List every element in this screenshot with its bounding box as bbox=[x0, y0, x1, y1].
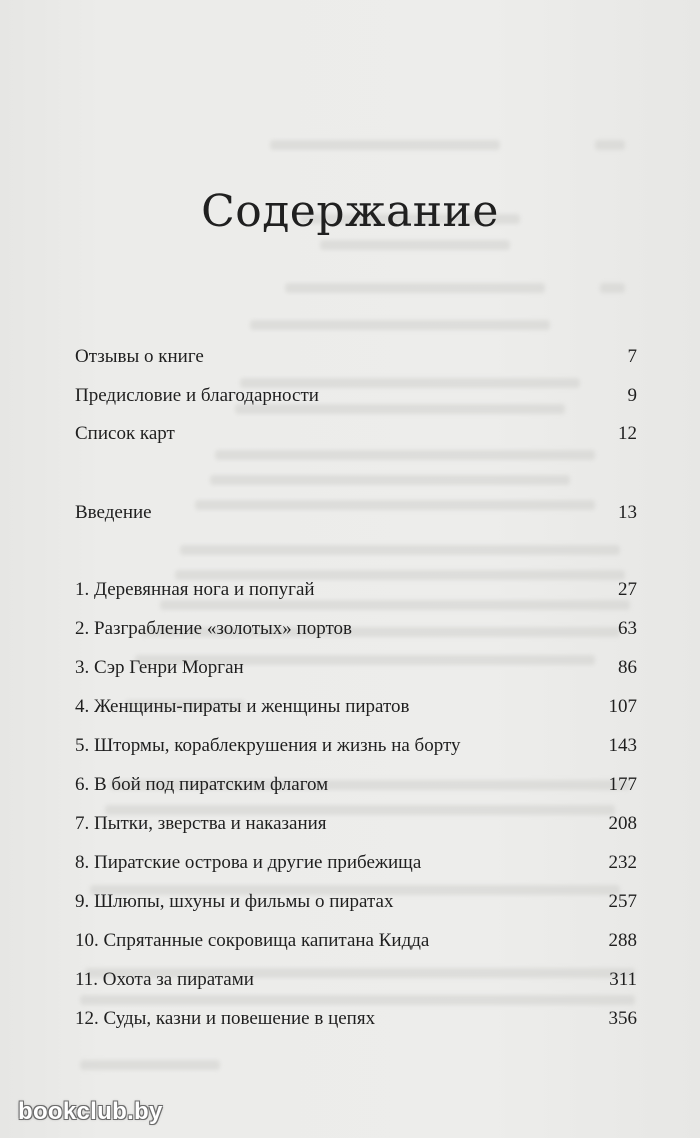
toc-entry-page: 356 bbox=[608, 1008, 637, 1029]
toc-entry-title: 6. В бой под пиратским флагом bbox=[75, 774, 329, 795]
toc-entry-page: 9 bbox=[627, 385, 637, 406]
toc-entry bbox=[75, 577, 637, 603]
toc-entry-page: 208 bbox=[608, 813, 637, 834]
toc-entry bbox=[75, 616, 637, 642]
toc-entry bbox=[75, 694, 637, 720]
toc-entry bbox=[75, 733, 637, 759]
toc-entry-title: Предисловие и благодарности bbox=[75, 385, 319, 406]
toc-entry-title: Список карт bbox=[75, 423, 175, 444]
toc-entry-title: 8. Пиратские острова и другие прибежища bbox=[75, 852, 422, 873]
toc-entry-title: Отзывы о книге bbox=[75, 346, 204, 367]
toc-entry-page: 13 bbox=[618, 502, 637, 523]
toc-entry-page: 63 bbox=[618, 618, 637, 639]
toc-entry bbox=[75, 928, 637, 954]
page-title: Содержание bbox=[201, 186, 499, 237]
toc-entry-page: 12 bbox=[618, 423, 637, 444]
toc-entry bbox=[75, 421, 637, 447]
toc-entry bbox=[75, 889, 637, 915]
toc-entry-page: 107 bbox=[608, 696, 637, 717]
toc-entry bbox=[75, 344, 637, 370]
toc-entry-title: 10. Спрятанные сокровища капитана Кидда bbox=[75, 930, 430, 951]
toc-entry-title: 1. Деревянная нога и попугай bbox=[75, 579, 315, 600]
toc-entry-page: 257 bbox=[608, 891, 637, 912]
toc-entry-title: 2. Разграбление «золотых» портов bbox=[75, 618, 352, 639]
toc-entry bbox=[75, 850, 637, 876]
toc-entry-title: 9. Шлюпы, шхуны и фильмы о пиратах bbox=[75, 891, 394, 912]
toc-entry-page: 27 bbox=[618, 579, 637, 600]
toc-entry bbox=[75, 967, 637, 993]
toc-entry-title: 7. Пытки, зверства и наказания bbox=[75, 813, 327, 834]
toc-entry bbox=[75, 811, 637, 837]
table-of-contents bbox=[75, 0, 637, 1138]
site-watermark: bookclub.by bbox=[18, 1098, 163, 1125]
toc-entry-page: 86 bbox=[618, 657, 637, 678]
toc-entry-title: 12. Суды, казни и повешение в цепях bbox=[75, 1008, 376, 1029]
toc-entry-title: Введение bbox=[75, 502, 152, 523]
toc-entry-title: 3. Сэр Генри Морган bbox=[75, 657, 244, 678]
toc-entry-title: 11. Охота за пиратами bbox=[75, 969, 254, 990]
toc-entry-page: 311 bbox=[609, 969, 637, 990]
toc-entry-page: 143 bbox=[608, 735, 637, 756]
toc-entry-page: 232 bbox=[608, 852, 637, 873]
toc-entry-title: 5. Штормы, кораблекрушения и жизнь на борту bbox=[75, 735, 461, 756]
toc-entry bbox=[75, 500, 637, 526]
toc-entry-title: 4. Женщины-пираты и женщины пиратов bbox=[75, 696, 410, 717]
toc-entry-page: 177 bbox=[608, 774, 637, 795]
toc-entry bbox=[75, 655, 637, 681]
toc-entry-page: 7 bbox=[627, 346, 637, 367]
toc-entry bbox=[75, 383, 637, 409]
toc-entry bbox=[75, 1006, 637, 1032]
toc-entry bbox=[75, 772, 637, 798]
toc-entry-page: 288 bbox=[608, 930, 637, 951]
